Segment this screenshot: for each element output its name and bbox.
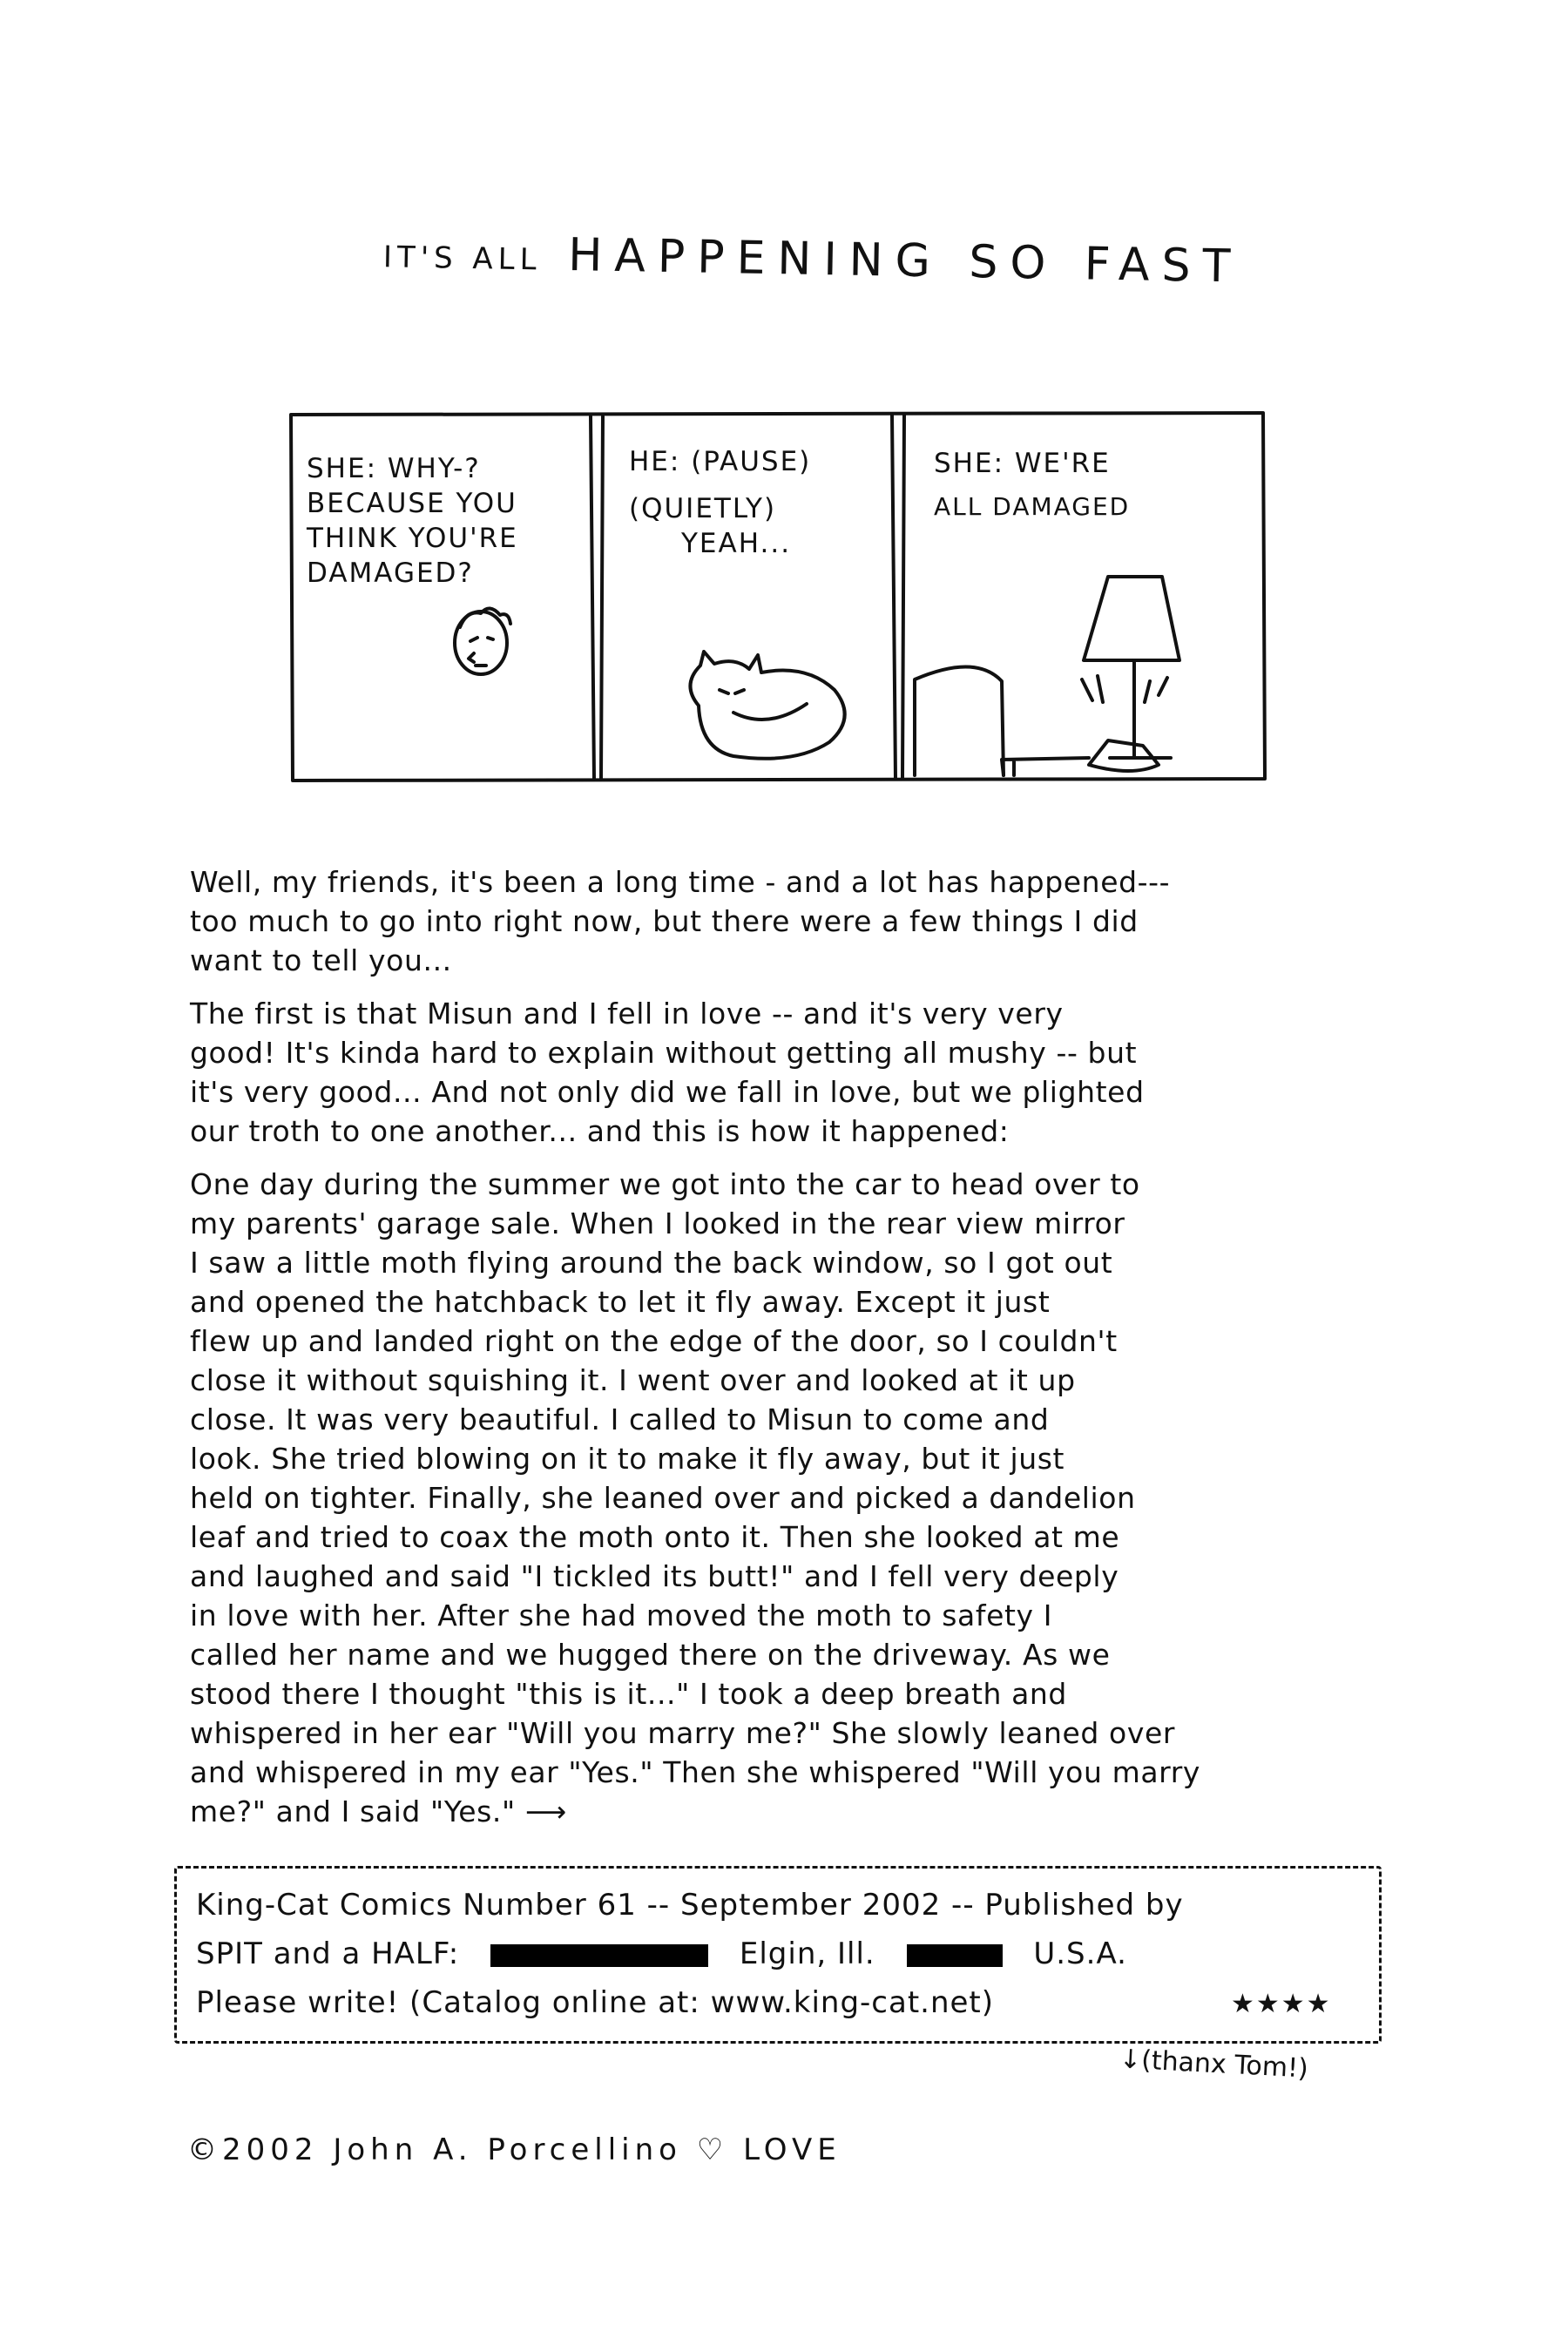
- panel-divider-2: [892, 415, 904, 779]
- object-drawing: [1089, 740, 1159, 771]
- title-part-1: IT'S ALL: [382, 240, 542, 278]
- letter-body: [190, 862, 1427, 1845]
- page-title: [383, 226, 1255, 293]
- stars-decoration: ★★★★: [1231, 1989, 1332, 2019]
- info-line-1: King-Cat Comics Number 61 -- September 2002 -- Published by: [196, 1888, 1184, 1923]
- comic-strip: [287, 409, 1267, 786]
- sleeping-cat-drawing: [690, 652, 844, 759]
- publication-info-box: [174, 1866, 1382, 2044]
- redacted-zip: [907, 1944, 1003, 1967]
- info-line-3: Please write! (Catalog online at: www.king-cat.net): [196, 1985, 995, 2020]
- doorframe-drawing: [915, 666, 1004, 775]
- info-line-2: SPIT and a HALF: Elgin, Ill. U.S.A.: [196, 1936, 1127, 1971]
- panel-3-text: SHE: WE'RE ALL DAMAGED: [934, 448, 1131, 521]
- copyright-line: ©2002 John A. Porcellino ♡ LOVE: [187, 2132, 841, 2167]
- face-drawing: [455, 608, 510, 674]
- paragraph-2: The first is that Misun and I fell in love -- and it's very very good! It's kinda hard to explain without getting all mushy -- but it's very good... And not only did we fall in love, but we plighted our troth to one another... and this is how it happened:: [190, 997, 1145, 1148]
- panel-1-text: SHE: WHY-? BECAUSE YOU THINK YOU'RE DAMAGED?: [307, 453, 518, 589]
- lamp-drawing: [1002, 577, 1179, 775]
- thanx-note: ↓(thanx Tom!): [1119, 2044, 1309, 2085]
- panel-divider-1: [591, 416, 603, 779]
- paragraph-3: One day during the summer we got into the car to head over to my parents' garage sale. When I looked in the rear view mirror I saw a little moth flying around the back window, so I got out and opened the hatchback to let it fly away. Except it just flew up and landed right on the edge of the door, so I couldn't close it without squishing it. I went over and looked at it up close. It was very beautiful. I called to Misun to come and look. She tried blowing on it to make it fly away, but it just held on tighter. Finally, she leaned over and picked a dandelion leaf and tried to coax the moth onto it. Then she looked at me and laughed and said "I tickled its butt!" and I fell very deeply in love with her. After she had moved the moth to safety I called her name and we hugged there on the driveway. As we stood there I thought "this is it..." I took a deep breath and whispered in her ear "Will you marry me?" She slowly leaned over and whispered in my ear "Yes." Then she whispered "Will you marry me?" and I said "Yes." ⟶: [190, 1167, 1201, 1828]
- panel-2-text: HE: (PAUSE) (QUIETLY) YEAH...: [629, 446, 812, 559]
- title-part-2: HAPPENING SO FAST: [567, 228, 1243, 294]
- redacted-address: [490, 1944, 708, 1967]
- paragraph-1: Well, my friends, it's been a long time - and a lot has happened--- too much to go into right now, but there were a few things I did want to tell you...: [190, 865, 1171, 977]
